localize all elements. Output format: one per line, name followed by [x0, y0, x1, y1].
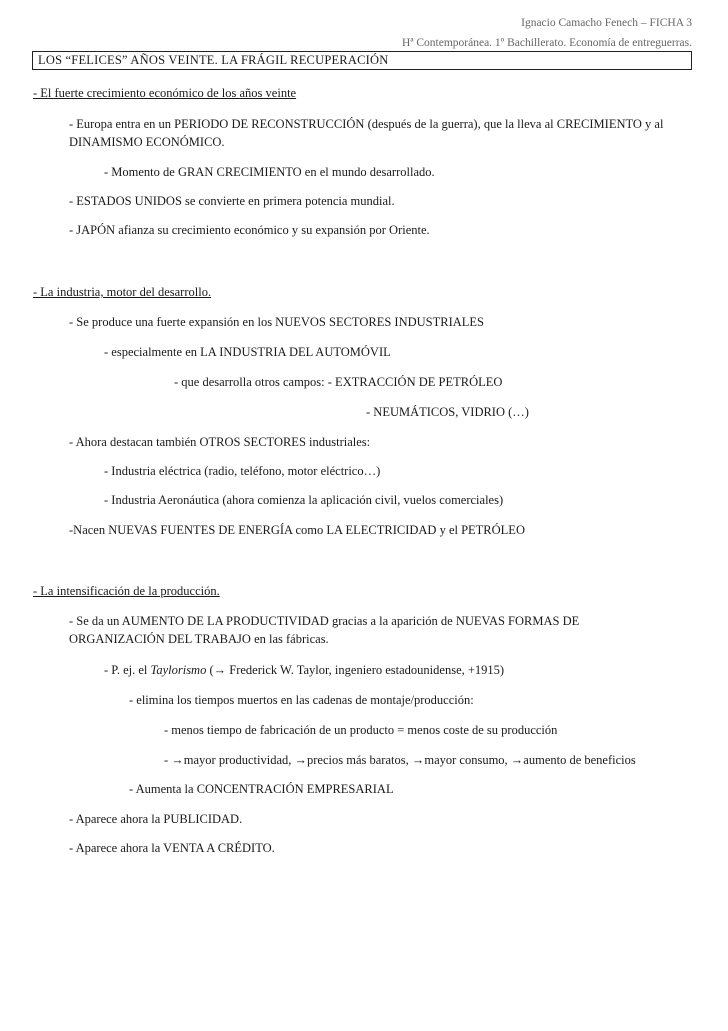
item-aeronautica: - Industria Aeronáutica (ahora comienza la aplicación civil, vuelos comerciales)	[104, 493, 504, 507]
item-momento: - Momento de GRAN CRECIMIENTO en el mundo desarrollado.	[104, 165, 435, 179]
section-heading-crecimiento: - El fuerte crecimiento económico de los años veinte	[33, 86, 297, 100]
item-neumaticos: - NEUMÁTICOS, VIDRIO (…)	[366, 405, 529, 419]
item-japon: - JAPÓN afianza su crecimiento económico y su expansión por Oriente.	[69, 223, 430, 237]
item-eeuu: - ESTADOS UNIDOS se convierte en primera potencia mundial.	[69, 194, 395, 208]
section-heading-industria: - La industria, motor del desarrollo.	[33, 285, 212, 299]
item-concentracion: - Aumenta la CONCENTRACIÓN EMPRESARIAL	[129, 782, 394, 796]
item-automovil: - especialmente en LA INDUSTRIA DEL AUTOMÓVIL	[104, 345, 391, 359]
item-campos: - que desarrolla otros campos: - EXTRACCIÓN DE PETRÓLEO	[174, 375, 503, 389]
item-menos-tiempo: - menos tiempo de fabricación de un producto = menos coste de su producción	[164, 723, 558, 737]
item-venta-credito: - Aparece ahora la VENTA A CRÉDITO.	[69, 841, 275, 855]
taylor-prefix: - P. ej. el	[104, 663, 151, 677]
item-europa: - Europa entra en un PERIODO DE RECONSTRUCCIÓN (después de la guerra), que la lleva al CRECIMIENTO y al DINAMISMO ECONÓMICO.	[69, 117, 664, 149]
item-expansion: - Se produce una fuerte expansión en los NUEVOS SECTORES INDUSTRIALES	[69, 315, 484, 329]
header-course: Hª Contemporánea. 1º Bachillerato. Economía de entreguerras.	[402, 37, 692, 49]
document-title: LOS “FELICES” AÑOS VEINTE. LA FRÁGIL RECUPERACIÓN	[32, 51, 692, 70]
section-heading-intensificacion: - La intensificación de la producción.	[33, 584, 220, 598]
item-mayor-productividad: - →mayor productividad, →precios más baratos, →mayor consumo, →aumento de beneficios	[164, 753, 636, 767]
item-otros-sectores: - Ahora destacan también OTROS SECTORES industriales:	[69, 435, 371, 449]
item-electrica: - Industria eléctrica (radio, teléfono, motor eléctrico…)	[104, 464, 381, 478]
taylor-italic: Taylorismo	[150, 663, 207, 677]
header-author: Ignacio Camacho Fenech – FICHA 3	[521, 17, 692, 29]
item-publicidad: - Aparece ahora la PUBLICIDAD.	[69, 812, 243, 826]
item-taylorismo	[104, 661, 504, 679]
taylor-suffix: (→ Frederick W. Taylor, ingeniero estadounidense, +1915)	[206, 663, 505, 677]
item-aumento-productividad: - Se da un AUMENTO DE LA PRODUCTIVIDAD gracias a la aparición de NUEVAS FORMAS DE ORGANIZACIÓN DEL TRABAJO en las fábricas.	[69, 614, 580, 646]
item-elimina: - elimina los tiempos muertos en las cadenas de montaje/producción:	[129, 693, 474, 707]
item-energia: -Nacen NUEVAS FUENTES DE ENERGÍA como LA ELECTRICIDAD y el PETRÓLEO	[69, 523, 525, 537]
